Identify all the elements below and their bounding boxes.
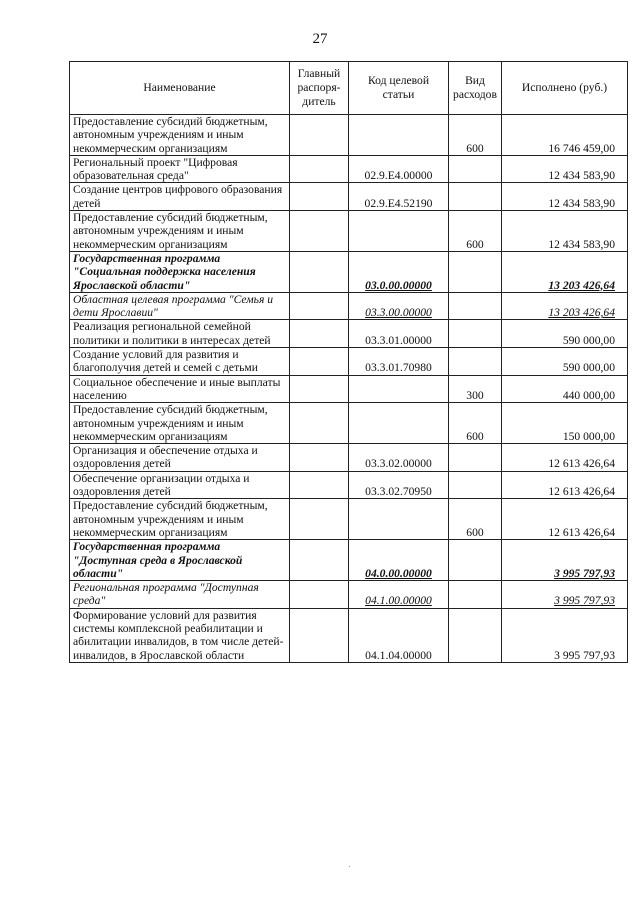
row-type [449, 444, 502, 472]
table-row [70, 499, 628, 540]
row-amount: 12 613 426,64 [502, 499, 628, 540]
row-type [449, 183, 502, 211]
header-name: Наименование [70, 62, 290, 115]
row-amount: 590 000,00 [502, 320, 628, 348]
table-row [70, 320, 628, 348]
table-row [70, 540, 628, 581]
row-manager [290, 320, 349, 348]
row-code [349, 403, 449, 444]
row-code: 04.1.04.00000 [349, 608, 449, 662]
row-manager [290, 499, 349, 540]
row-amount: 12 613 426,64 [502, 444, 628, 472]
table-row [70, 211, 628, 252]
table-row [70, 608, 628, 662]
table-row [70, 375, 628, 403]
row-amount: 3 995 797,93 [502, 540, 628, 581]
row-name: Создание центров цифрового образования детей [70, 183, 290, 211]
row-name: Предоставление субсидий бюджетным, автономным учреждениям и иным некоммерческим организациям [70, 499, 290, 540]
row-type [449, 471, 502, 499]
row-name: Реализация региональной семейной политики и политики в интересах детей [70, 320, 290, 348]
row-type [449, 251, 502, 292]
table-row [70, 403, 628, 444]
table-row [70, 183, 628, 211]
row-code: 03.3.00.00000 [349, 292, 449, 320]
row-name: Государственная программа "Социальная поддержка населения Ярославской области" [70, 251, 290, 292]
row-amount: 13 203 426,64 [502, 251, 628, 292]
budget-table [69, 61, 628, 663]
row-manager [290, 581, 349, 609]
table-row [70, 251, 628, 292]
row-type: 600 [449, 211, 502, 252]
row-manager [290, 444, 349, 472]
header-amount: Исполнено (руб.) [502, 62, 628, 115]
table-header-row [70, 62, 628, 115]
table-row [70, 292, 628, 320]
table-row [70, 581, 628, 609]
row-amount: 3 995 797,93 [502, 581, 628, 609]
table-row [70, 115, 628, 156]
table-row [70, 155, 628, 183]
row-amount: 12 613 426,64 [502, 471, 628, 499]
row-type [449, 608, 502, 662]
row-type [449, 540, 502, 581]
row-code: 03.3.02.00000 [349, 444, 449, 472]
row-code [349, 211, 449, 252]
row-name: Создание условий для развития и благополучия детей и семей с детьми [70, 348, 290, 376]
row-name: Предоставление субсидий бюджетным, автономным учреждениям и иным некоммерческим организациям [70, 403, 290, 444]
table-row [70, 348, 628, 376]
row-code: 03.3.01.00000 [349, 320, 449, 348]
row-amount: 16 746 459,00 [502, 115, 628, 156]
row-amount: 13 203 426,64 [502, 292, 628, 320]
page-number: 27 [312, 31, 328, 47]
header-manager: Главный распоря-дитель [290, 62, 349, 115]
row-manager [290, 292, 349, 320]
table-row [70, 471, 628, 499]
table-body [70, 115, 628, 663]
row-type: 600 [449, 115, 502, 156]
row-code: 02.9.E4.00000 [349, 155, 449, 183]
row-name: Региональный проект "Цифровая образовательная среда" [70, 155, 290, 183]
row-type [449, 292, 502, 320]
row-name: Социальное обеспечение и иные выплаты населению [70, 375, 290, 403]
row-name: Предоставление субсидий бюджетным, автономным учреждениям и иным некоммерческим организациям [70, 115, 290, 156]
row-name: Региональная программа "Доступная среда" [70, 581, 290, 609]
row-name: Организация и обеспечение отдыха и оздоровления детей [70, 444, 290, 472]
row-name: Предоставление субсидий бюджетным, автономным учреждениям и иным некоммерческим организациям [70, 211, 290, 252]
row-manager [290, 471, 349, 499]
row-type: 300 [449, 375, 502, 403]
row-manager [290, 183, 349, 211]
header-code: Код целевой статьи [349, 62, 449, 115]
row-manager [290, 375, 349, 403]
row-name: Формирование условий для развития системы комплексной реабилитации и абилитации инвалидов, в том числе детей-инвалидов, в Ярославской области [70, 608, 290, 662]
row-code: 03.3.02.70950 [349, 471, 449, 499]
row-amount: 440 000,00 [502, 375, 628, 403]
row-amount: 150 000,00 [502, 403, 628, 444]
row-code: 04.0.00.00000 [349, 540, 449, 581]
row-code: 03.3.01.70980 [349, 348, 449, 376]
table-row [70, 444, 628, 472]
header-type: Вид расходов [449, 62, 502, 115]
row-amount: 12 434 583,90 [502, 183, 628, 211]
row-manager [290, 608, 349, 662]
row-type: 600 [449, 403, 502, 444]
row-code [349, 115, 449, 156]
row-manager [290, 540, 349, 581]
row-amount: 12 434 583,90 [502, 211, 628, 252]
row-type [449, 348, 502, 376]
row-type [449, 155, 502, 183]
row-code: 04.1.00.00000 [349, 581, 449, 609]
row-amount: 12 434 583,90 [502, 155, 628, 183]
row-manager [290, 155, 349, 183]
row-code: 03.0.00.00000 [349, 251, 449, 292]
scan-speck [349, 866, 350, 867]
row-amount: 590 000,00 [502, 348, 628, 376]
row-type: 600 [449, 499, 502, 540]
row-code [349, 499, 449, 540]
row-manager [290, 251, 349, 292]
row-code [349, 375, 449, 403]
row-amount: 3 995 797,93 [502, 608, 628, 662]
row-name: Государственная программа "Доступная среда в Ярославской области" [70, 540, 290, 581]
row-manager [290, 115, 349, 156]
row-manager [290, 348, 349, 376]
row-name: Областная целевая программа "Семья и дети Ярославии" [70, 292, 290, 320]
row-type [449, 320, 502, 348]
row-manager [290, 211, 349, 252]
row-type [449, 581, 502, 609]
row-name: Обеспечение организации отдыха и оздоровления детей [70, 471, 290, 499]
row-code: 02.9.E4.52190 [349, 183, 449, 211]
row-manager [290, 403, 349, 444]
